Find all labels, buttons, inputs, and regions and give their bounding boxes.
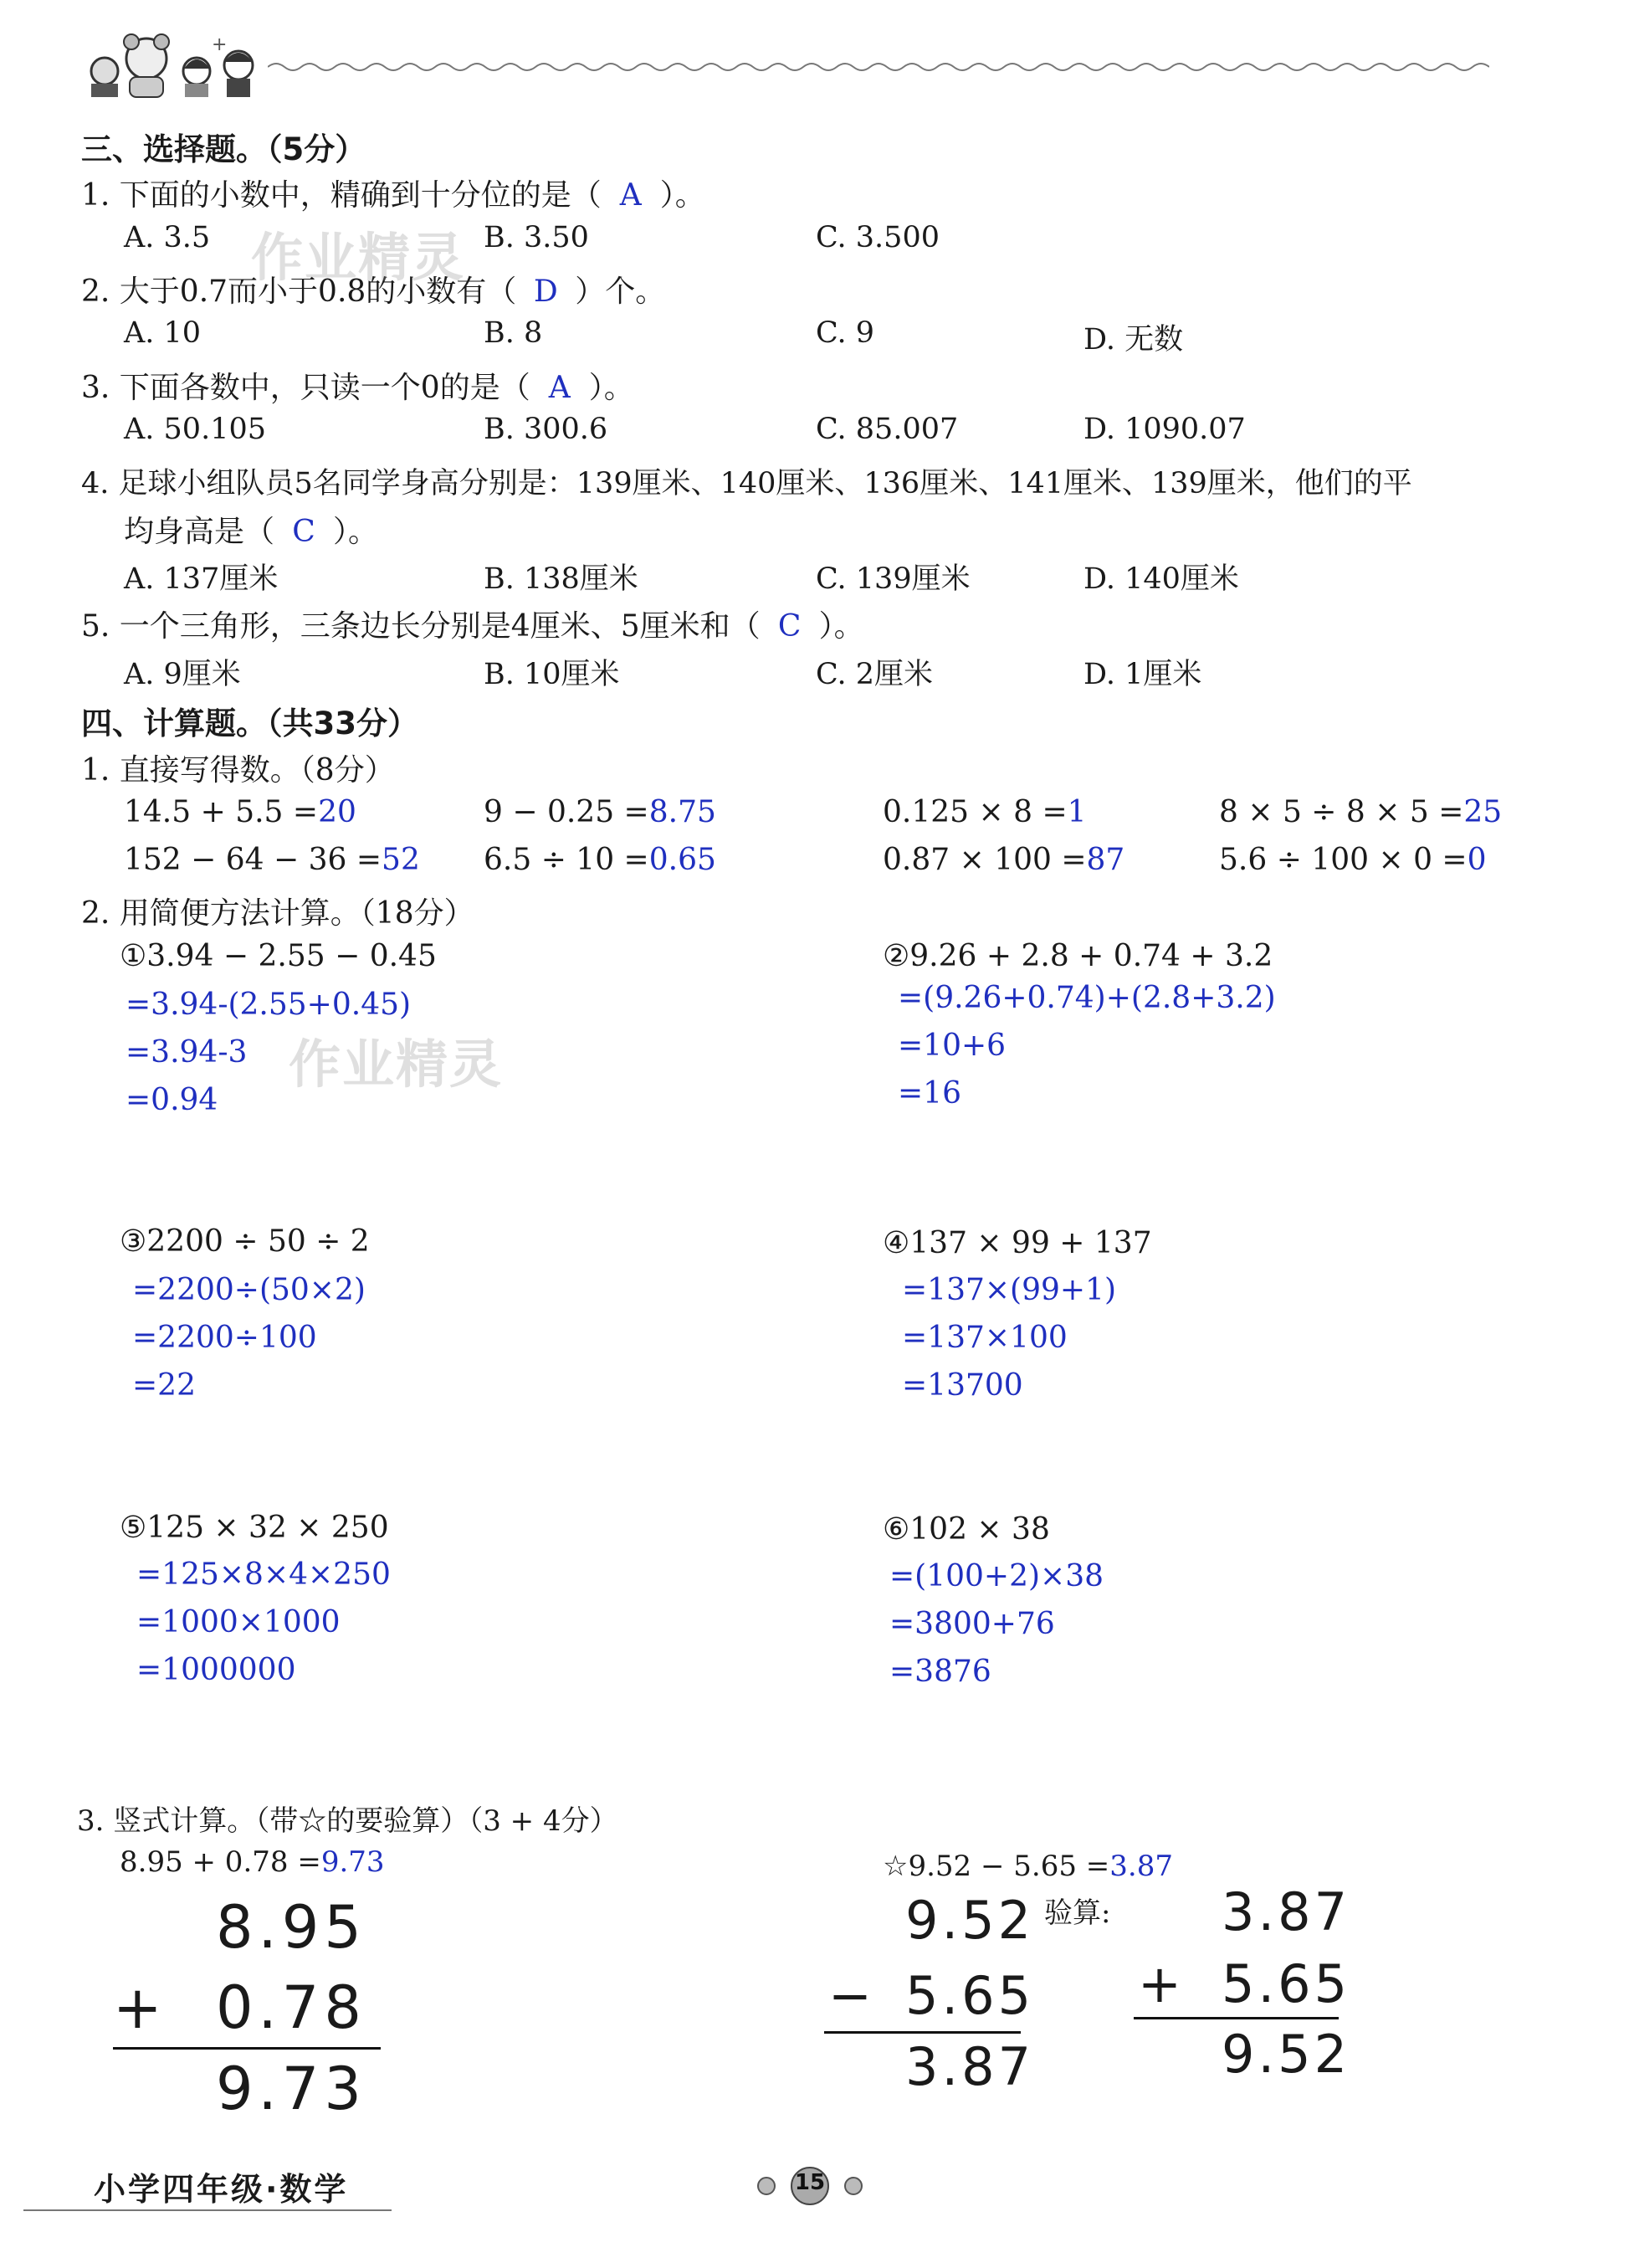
solution-step: =3800+76 <box>889 1607 1055 1641</box>
vertical-mid-number: 0.78 <box>216 1973 366 2042</box>
answer: C <box>292 515 315 549</box>
expression: 8.95 + 0.78 = <box>120 1845 321 1879</box>
question-end: ）。 <box>818 609 864 644</box>
answer: 3.87 <box>1109 1850 1173 1883</box>
answer: D <box>533 275 558 309</box>
vertical-rule <box>824 2031 1021 2034</box>
expression: 0.125 × 8 = <box>883 795 1068 829</box>
option: C. 85.007 <box>816 413 959 446</box>
solution-step: =22 <box>132 1368 196 1403</box>
question-text: 2. 大于0.7而小于0.8的小数有（ <box>81 275 517 309</box>
vertical-top-number: 8.95 <box>216 1893 366 1962</box>
watermark: 作业精灵 <box>289 1034 504 1095</box>
simplify-problem: ④137 × 99 + 137 <box>883 1226 1152 1260</box>
question-3 <box>81 364 634 407</box>
expression: 152 − 64 − 36 = <box>124 843 382 877</box>
solution-step: =1000000 <box>136 1653 296 1687</box>
vertical-rule <box>1134 2017 1339 2019</box>
part-2-title: 2. 用简便方法计算。（18分） <box>81 896 474 931</box>
watermark: 作业精灵 <box>251 227 466 288</box>
option: B. 3.50 <box>484 221 589 254</box>
question-text: 3. 下面各数中，只读一个0的是（ <box>81 371 530 405</box>
vertical-result: 3.87 <box>905 2036 1035 2097</box>
option: A. 50.105 <box>124 413 266 446</box>
question-end: ）。 <box>333 515 379 549</box>
question-text: 1. 下面的小数中，精确到十分位的是（ <box>81 178 602 213</box>
answer: 20 <box>318 795 356 829</box>
answer: C <box>777 609 802 644</box>
option: A. 3.5 <box>124 221 211 254</box>
option: A. 9厘米 <box>124 658 241 691</box>
expression: ☆9.52 − 5.65 = <box>883 1850 1110 1883</box>
solution-step: =(9.26+0.74)+(2.8+3.2) <box>898 981 1276 1015</box>
vertical-mid-number: 5.65 <box>1222 1953 1351 2014</box>
vertical-calc-expression <box>883 1850 1173 1883</box>
expression: 8 × 5 ÷ 8 × 5 = <box>1219 795 1464 829</box>
answer: A <box>619 178 642 213</box>
option: C. 2厘米 <box>816 658 934 691</box>
expression: 9 − 0.25 = <box>484 795 649 829</box>
svg-text:+: + <box>212 34 228 55</box>
section-3-title: 三、选择题。（5分） <box>81 131 366 167</box>
answer: 1 <box>1067 795 1087 829</box>
answer: A <box>548 371 571 405</box>
answer: 8.75 <box>648 795 716 829</box>
solution-step: =10+6 <box>898 1029 1007 1063</box>
footer-title: 小学四年级·数学 <box>94 2171 349 2208</box>
mental-math-item <box>124 795 356 829</box>
mental-math-item <box>124 843 420 877</box>
question-text: 5. 一个三角形，三条边长分别是4厘米、5厘米和（ <box>81 609 761 644</box>
question-4-line-2 <box>124 508 378 551</box>
option: B. 138厘米 <box>484 562 638 596</box>
solution-step: =125×8×4×250 <box>136 1557 391 1592</box>
option: D. 1090.07 <box>1083 413 1246 446</box>
mental-math-item <box>484 843 716 877</box>
cartoon-characters-icon <box>79 25 272 100</box>
answer: 0.65 <box>648 843 716 877</box>
vertical-result: 9.73 <box>216 2055 366 2123</box>
simplify-problem: ③2200 ÷ 50 ÷ 2 <box>120 1224 370 1259</box>
page-number-badge <box>751 2165 868 2207</box>
expression: 0.87 × 100 = <box>883 843 1087 877</box>
vertical-top-number: 9.52 <box>905 1890 1035 1951</box>
question-text: 均身高是（ <box>124 515 275 549</box>
option: B. 300.6 <box>484 413 608 446</box>
option: C. 3.500 <box>816 221 940 254</box>
answer: 87 <box>1086 843 1125 877</box>
vertical-result: 9.52 <box>1222 2024 1351 2085</box>
solution-step: =(100+2)×38 <box>889 1559 1104 1593</box>
simplify-problem: ⑥102 × 38 <box>883 1512 1050 1547</box>
plus-sign: + <box>113 1973 167 2042</box>
solution-step: =3876 <box>889 1655 991 1689</box>
vertical-rule <box>113 2047 381 2050</box>
solution-step: =2200÷(50×2) <box>132 1273 366 1307</box>
question-5 <box>81 603 864 645</box>
question-1 <box>81 172 705 214</box>
solution-step: =3.94-3 <box>126 1035 248 1070</box>
part-3-title: 3. 竖式计算。（带☆的要验算）（3 + 4分） <box>77 1804 618 1838</box>
solution-step: =3.94-(2.55+0.45) <box>126 988 412 1022</box>
solution-step: =1000×1000 <box>136 1605 341 1639</box>
answer: 0 <box>1467 843 1487 877</box>
answer: 25 <box>1463 795 1503 829</box>
option: A. 10 <box>124 316 202 350</box>
header-wavy-line <box>268 59 1489 75</box>
option: D. 1厘米 <box>1083 658 1202 691</box>
simplify-problem: ①3.94 − 2.55 − 0.45 <box>120 939 437 973</box>
section-4-title: 四、计算题。（共33分） <box>81 706 418 741</box>
vertical-top-number: 3.87 <box>1222 1881 1351 1942</box>
solution-step: =13700 <box>902 1368 1023 1403</box>
answer: 9.73 <box>320 1845 385 1879</box>
option: D. 无数 <box>1083 323 1184 357</box>
option: A. 137厘米 <box>124 562 279 596</box>
expression: 6.5 ÷ 10 = <box>484 843 649 877</box>
option: B. 8 <box>484 316 543 350</box>
vertical-calc-expression <box>120 1845 385 1879</box>
solution-step: =137×100 <box>902 1321 1068 1355</box>
simplify-problem: ⑤125 × 32 × 250 <box>120 1511 389 1545</box>
question-end: ）。 <box>659 178 705 213</box>
mental-math-item <box>484 795 716 829</box>
expression: 14.5 + 5.5 = <box>124 795 319 829</box>
mental-math-item <box>1219 843 1486 877</box>
option: C. 9 <box>816 316 875 350</box>
question-end: ）。 <box>588 371 634 405</box>
solution-step: =0.94 <box>126 1083 218 1117</box>
minus-sign: − <box>828 1965 875 2026</box>
plus-sign: + <box>1138 1953 1185 2014</box>
expression: 5.6 ÷ 100 × 0 = <box>1219 843 1468 877</box>
mental-math-item <box>1219 795 1502 829</box>
answer: 52 <box>382 843 420 877</box>
header-decoration <box>79 25 272 100</box>
option: D. 140厘米 <box>1083 562 1239 596</box>
page-number: 15 <box>794 2170 826 2195</box>
question-end: ）个。 <box>575 275 666 309</box>
option: C. 139厘米 <box>816 562 971 596</box>
footer-rule <box>23 2209 392 2211</box>
mental-math-item <box>883 795 1087 829</box>
solution-step: =2200÷100 <box>132 1321 317 1355</box>
mental-math-item <box>883 843 1124 877</box>
vertical-mid-number: 5.65 <box>905 1965 1035 2026</box>
option: B. 10厘米 <box>484 658 620 691</box>
simplify-problem: ②9.26 + 2.8 + 0.74 + 3.2 <box>883 939 1273 973</box>
check-label: 验算: <box>1044 1896 1111 1930</box>
question-4: 4. 足球小组队员5名同学身高分别是：139厘米、140厘米、136厘米、141厘米、139厘米，他们的平 <box>81 467 1412 500</box>
solution-step: =16 <box>898 1076 961 1111</box>
solution-step: =137×(99+1) <box>902 1273 1117 1307</box>
part-1-title: 1. 直接写得数。（8分） <box>81 753 395 788</box>
